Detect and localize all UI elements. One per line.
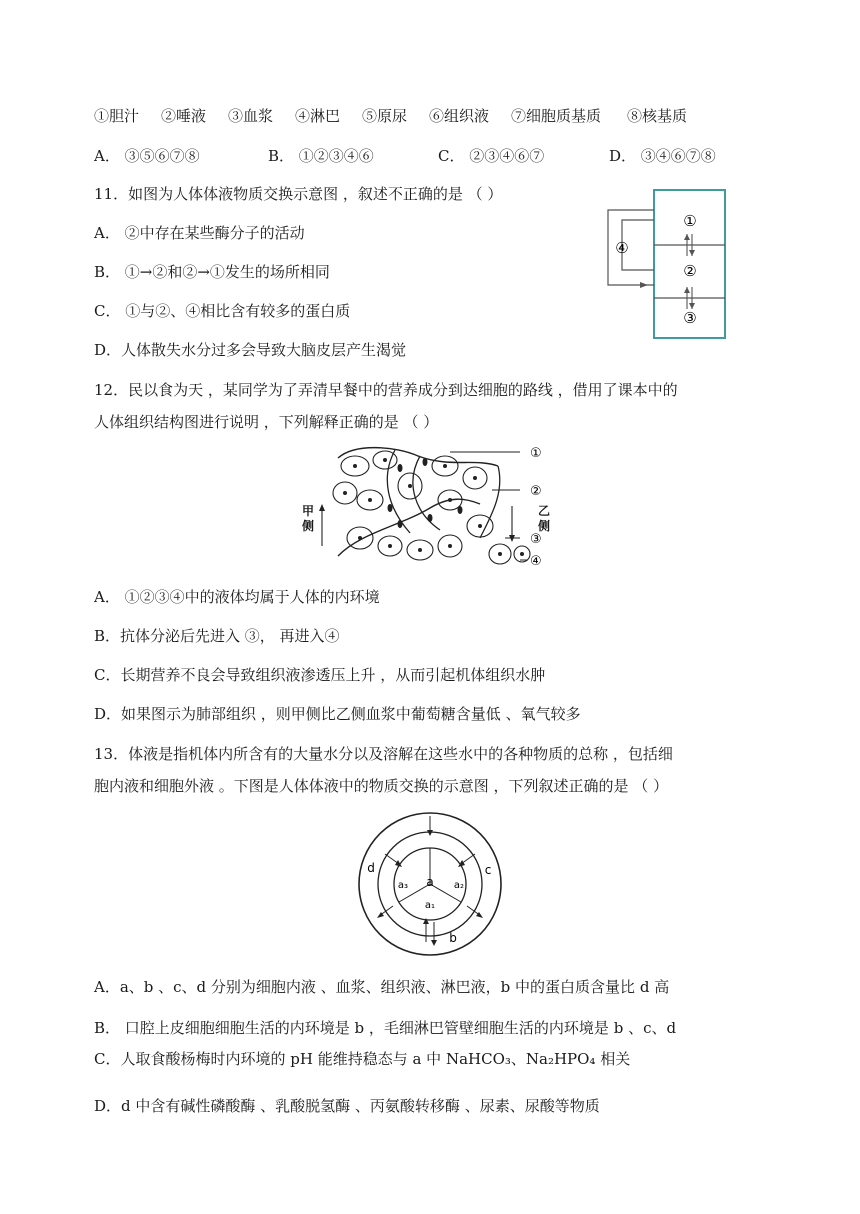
q13-label-c: c [484,863,492,877]
q13-stem-line1: 13．体液是指机体内所含有的大量水分以及溶解在这些水中的各种物质的总称 ，包括细 [94,745,673,763]
q13-figure [355,806,505,966]
q11-stem: 11．如图为人体体液物质交换示意图 ，叙述不正确的是 （ ） [94,185,503,203]
q13-label-a2: a₂ [453,880,465,891]
q12-stem-line2: 人体组织结构图进行说明 ，下列解释正确的是 （ ） [94,413,439,431]
q11-label-3: ③ [683,309,697,327]
q10-item: ①胆汁 [94,107,140,125]
q10-item: ⑦细胞质基质 [511,107,602,125]
q10-option-c[interactable]: C． ②③④⑥⑦ [438,147,545,165]
q12-option-c[interactable]: C．长期营养不良会导致组织液渗透压上升 ，从而引起机体组织水肿 [94,666,546,684]
q12-label-1: ① [530,446,542,461]
q13-label-d: d [367,861,375,875]
q13-option-c[interactable]: C．人取食酸杨梅时内环境的 pH 能维持稳态与 a 中 NaHCO₃、Na₂HPO₄ 相关 [94,1050,631,1068]
q11-figure [600,188,732,346]
q12-label-3: ③ [530,532,542,547]
q12-option-a[interactable]: A． ①②③④中的液体均属于人体的内环境 [94,588,380,606]
q10-option-b[interactable]: B． ①②③④⑥ [268,147,374,165]
q12-label-2: ② [530,484,542,499]
q11-label-2: ② [683,262,697,280]
q11-option-b[interactable]: B． ①→②和②→①发生的场所相同 [94,263,330,281]
q11-label-1: ① [683,212,697,230]
q11-label-4: ④ [615,239,629,257]
q12-right-side-label: 乙侧 [538,504,551,533]
q10-items [94,106,687,126]
q10-item: ③血浆 [228,107,274,125]
q10-option-d[interactable]: D． ③④⑥⑦⑧ [609,147,716,165]
q12-figure [300,438,552,582]
q12-left-side-label: 甲侧 [302,504,315,533]
q10-item: ②唾液 [161,107,207,125]
q13-option-a[interactable]: A．a、b 、c、d 分别为细胞内液 、血浆、组织液、淋巴液，b 中的蛋白质含量比 d 高 [94,978,670,996]
q12-label-4: ④ [530,554,542,569]
q11-option-c[interactable]: C． ①与②、④相比含有较多的蛋白质 [94,302,351,320]
q10-item: ⑤原尿 [362,107,408,125]
q12-option-b[interactable]: B．抗体分泌后先进入 ③， 再进入④ [94,627,340,645]
q10-option-a[interactable]: A． ③⑤⑥⑦⑧ [94,147,200,165]
q10-item: ⑥组织液 [429,107,490,125]
q11-option-d[interactable]: D．人体散失水分过多会导致大脑皮层产生渴觉 [94,341,407,359]
q11-option-a[interactable]: A． ②中存在某些酶分子的活动 [94,224,305,242]
q13-label-a3: a₃ [397,880,409,891]
q10-item: ⑧核基质 [627,107,688,125]
q10-options [94,146,716,166]
q12-option-d[interactable]: D．如果图示为肺部组织 ，则甲侧比乙侧血浆中葡萄糖含量低 、氧气较多 [94,705,581,723]
q12-stem-line1: 12．民以食为天 ，某同学为了弄清早餐中的营养成分到达细胞的路线 ，借用了课本中的 [94,381,678,399]
q13-label-b: b [449,931,457,945]
q13-label-a1: a₁ [424,900,436,911]
q13-option-b[interactable]: B． 口腔上皮细胞细胞生活的内环境是 b ，毛细淋巴管壁细胞生活的内环境是 b 、c、d [94,1019,677,1037]
q10-item: ④淋巴 [295,107,341,125]
q13-label-a: a [426,875,434,889]
q13-option-d[interactable]: D．d 中含有碱性磷酸酶 、乳酸脱氢酶 、丙氨酸转移酶 、尿素、尿酸等物质 [94,1097,600,1115]
q13-stem-line2: 胞内液和细胞外液 。下图是人体体液中的物质交换的示意图 ，下列叙述正确的是 （ ） [94,777,669,795]
